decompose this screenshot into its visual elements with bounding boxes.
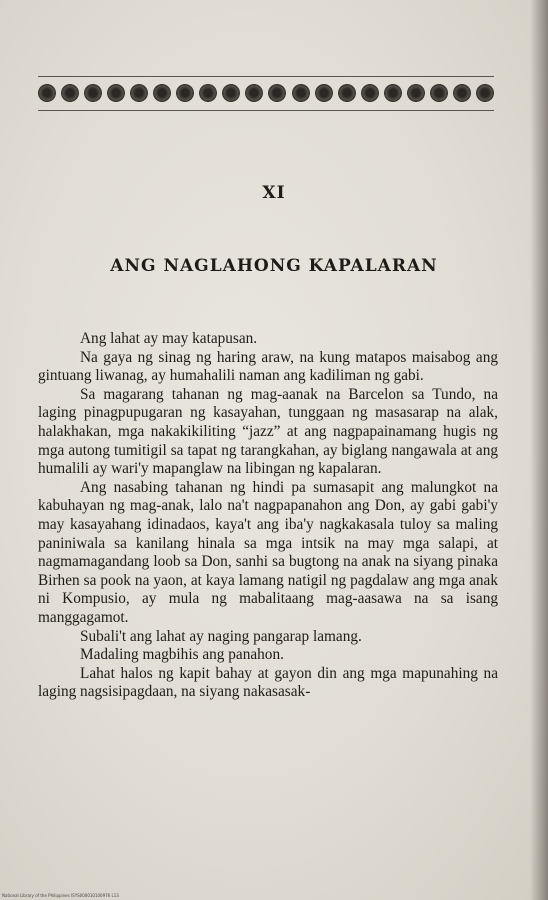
paragraph: Lahat halos ng kapit bahay at gayon din ang mga mapunahing na laging nagsisipagdaan, na siyang nakasasak- (38, 664, 498, 701)
header-rule-bottom (38, 110, 494, 111)
flower-ornament-icon (407, 84, 425, 102)
flower-ornament-icon (245, 84, 263, 102)
chapter-title: ANG NAGLAHONG KAPALARAN (110, 256, 438, 276)
paragraph: Ang lahat ay may katapusan. (80, 330, 258, 347)
flower-ornament-icon (38, 84, 56, 102)
flower-ornament-icon (61, 84, 79, 102)
flower-ornament-icon (361, 84, 379, 102)
flower-ornament-icon (176, 84, 194, 102)
paragraph: Madaling magbihis ang panahon. (80, 646, 284, 664)
flower-ornament-icon (153, 84, 171, 102)
header-rule-top (38, 76, 494, 77)
flower-ornament-icon (268, 84, 286, 102)
flower-ornament-icon (476, 84, 494, 102)
flower-ornament-icon (130, 84, 148, 102)
flower-ornament-icon (384, 84, 402, 102)
flower-ornament-icon (199, 84, 217, 102)
flower-ornament-icon (430, 84, 448, 102)
flower-ornament-icon (453, 84, 471, 102)
paragraph: Na gaya ng sinag ng haring araw, na kung matapos maisabog ang gintuang liwanag, ay humahalili naman ang kadiliman ng gabi. (38, 348, 498, 385)
paragraph: Sa magarang tahanan ng mag-aanak na Barcelon sa Tundo, na laging pinagpupugaran ng kasayahan, tunggaan ng masasarap na alak, halakhakan, mga nakakikiliting “jazz” at ang nagpapainamang hugis ng mga autong tumitigil sa tapat ng tarangkahan, ay biglang nangawala at ang humalili ay wari'y mapanglaw na libingan ng kapalaran. (38, 385, 498, 478)
scan-footer-label: National Library of the Philippines ISYS000010100976 L13 (2, 893, 119, 898)
paragraph: Ang nasabing tahanan ng hindi pa sumasapit ang malungkot na kabuhayan ng mag-anak, lalo na't nagpapanahon ang Don, ay gabi gabi'y may kasayahang idinadaos, kaya't ang iba'y nagkakasala tuloy sa maling paniniwala sa kanilang hinala sa mga intsik na may mga salapi, at nagmamagandang loob sa Don, sanhi sa bugtong na anak na siyang pinaka Birhen sa pook na yaon, at kaya lamang natigil ng pagdalaw ang mga anak ni Kompusio, ay mula ng mabalitaang mag-aasawa na sa isang manggagamot. (38, 478, 498, 626)
chapter-body (38, 330, 498, 702)
paragraph: Subali't ang lahat ay naging pangarap lamang. (80, 627, 362, 645)
flower-ornament-icon (315, 84, 333, 102)
flower-ornament-icon (338, 84, 356, 102)
flower-ornament-icon (107, 84, 125, 102)
page-edge-shadow (530, 0, 548, 900)
decorative-ornament-border (38, 80, 494, 106)
flower-ornament-icon (292, 84, 310, 102)
flower-ornament-icon (84, 84, 102, 102)
flower-ornament-icon (222, 84, 240, 102)
chapter-number: XI (262, 183, 286, 203)
